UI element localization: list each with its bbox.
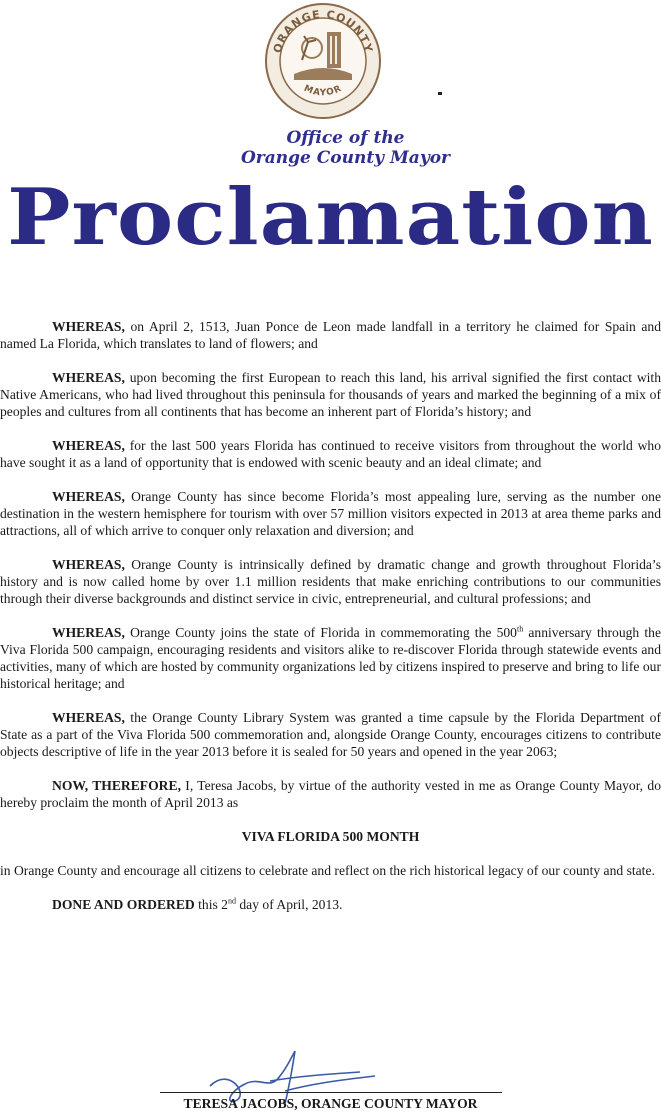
office-line: Office of the xyxy=(286,128,405,148)
closing-paragraph: in Orange County and encourage all citizens to celebrate and reflect on the rich historical legacy of our county and state. xyxy=(0,863,655,878)
therefore-paragraph: NOW, THEREFORE, I, Teresa Jacobs, by virtue of the authority vested in me as Orange County Mayor, do hereby proclaim the month of April 2013 as xyxy=(0,778,661,810)
county-line: Orange County Mayor xyxy=(240,148,450,168)
whereas-paragraph: WHEREAS, Orange County is intrinsically defined by dramatic change and growth throughout Florida’s history and is now called home by over 1.1 million residents that make enriching contributions to our communities through their diverse backgrounds and distinct service in civic, entrepreneurial, and cultural professions; and xyxy=(0,557,661,606)
done-and-ordered: DONE AND ORDERED this 2nd day of April, 2013. xyxy=(52,896,343,912)
whereas-paragraph: WHEREAS, upon becoming the first European to reach this land, his arrival signified the first contact with Native Americans, who had lived throughout this peninsula for thousands of years and marked the beginning of a mix of peoples and cultures from all continents that has become an inherent part of Florida’s history; and xyxy=(0,370,661,419)
whereas-paragraph: WHEREAS, the Orange County Library System was granted a time capsule by the Florida Department of State as a part of the Viva Florida 500 commemoration and, alongside Orange County, encourages citizens to contribute objects descriptive of life in the year 2013 before it is sealed for 50 years and opened in the year 2063; xyxy=(0,710,661,759)
signer-name: TERESA JACOBS, ORANGE COUNTY MAYOR xyxy=(183,1096,478,1111)
signature-line xyxy=(160,1092,502,1093)
whereas-paragraph: WHEREAS, on April 2, 1513, Juan Ponce de Leon made landfall in a territory he claimed for Spain and named La Florida, which translates to land of flowers; and xyxy=(0,319,661,351)
letterhead xyxy=(0,128,661,168)
seal-top-text: ORANGE COUNTY xyxy=(270,7,376,55)
whereas-paragraph: WHEREAS, for the last 500 years Florida has continued to receive visitors from throughout the world who have sought it as a land of opportunity that is endowed with scenic beauty and an ideal climate; and xyxy=(0,438,661,470)
proclamation-body xyxy=(0,318,661,913)
page-title: Proclamation xyxy=(7,172,654,263)
seal-bottom-text: MAYOR xyxy=(302,83,344,99)
speck xyxy=(438,92,442,95)
whereas-paragraph: WHEREAS, Orange County has since become Florida’s most appealing lure, serving as the number one destination in the western hemisphere for tourism with over 57 million visitors expected in 2013 at area theme parks and attractions, all of which arrive to conquer only relaxation and diversion; and xyxy=(0,489,661,538)
whereas-paragraph: WHEREAS, Orange County joins the state of Florida in commemorating the 500th anniversary through the Viva Florida 500 campaign, encouraging residents and visitors alike to re-discover Florida through statewide events and activities, many of which are hosted by community organizations led by citizens inspired to preserve and bring to life our historical heritage; and xyxy=(0,624,661,691)
proclaimed-title: VIVA FLORIDA 500 MONTH xyxy=(241,829,420,844)
orange-county-mayor-seal xyxy=(264,2,382,120)
